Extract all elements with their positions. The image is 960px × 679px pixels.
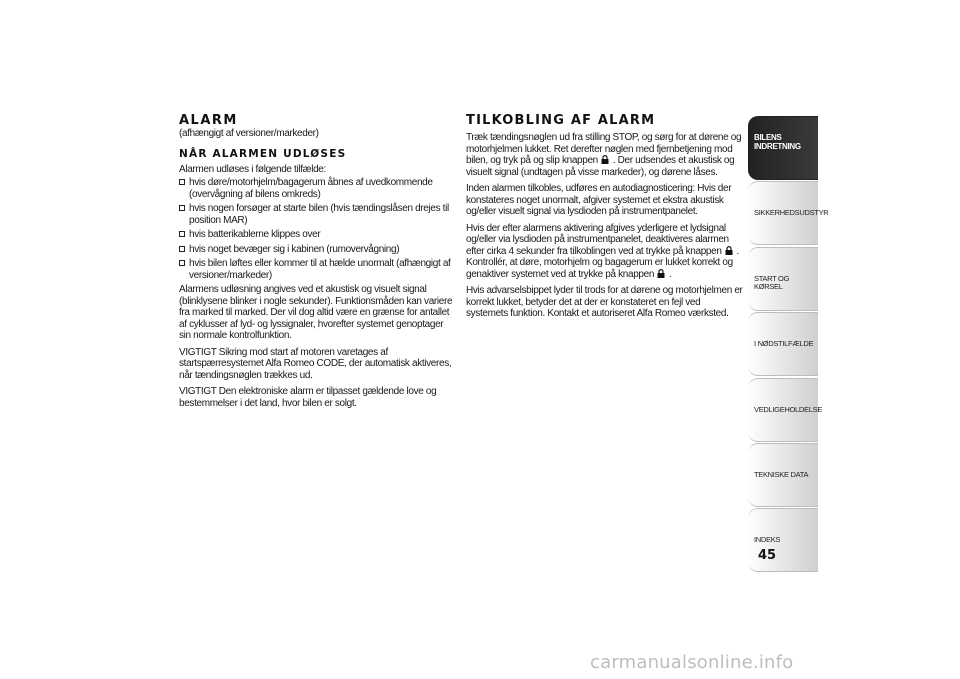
tab-label: I NØDSTILFÆLDE (754, 339, 814, 349)
trigger-list (179, 177, 457, 281)
lock-icon (725, 246, 733, 255)
list-item (179, 258, 457, 281)
paragraph-signal: Alarmens udløsning angives ved et akustisk og visuelt signal (blinklysene blinker i nogle sekunder). Funktionsmåden kan variere fra marked til marked. Der vil dog altid være en grænse for antallet af cyklusser af lyd- og lyssignaler, hvorefter systemet genoptager sin normale kontrolfunktion. (179, 284, 453, 341)
right-column (466, 113, 744, 325)
lock-icon (601, 155, 609, 164)
tab-label: SIKKERHEDSUDSTYR (754, 208, 829, 218)
list-item (179, 177, 457, 200)
list-item (179, 244, 457, 256)
tab-label: INDEKS (754, 535, 781, 545)
lock-icon (657, 269, 665, 278)
paragraph-important-code: VIGTIGT Sikring mod start af motoren varetages af startspærresystemet Alfa Romeo CODE, der automatisk aktiveres, når tændingsnøglen trækkes ud. (179, 346, 452, 381)
tab-label: START OG KØRSEL (754, 273, 790, 291)
tab-label: TEKNISKE DATA (754, 469, 809, 479)
intro-text: Alarmen udløses i følgende tilfælde: (179, 163, 326, 175)
page-number: 45 (758, 548, 777, 563)
list-item-text: hvis døre/motorhjelm/bagagerum åbnes af uvedkommende (overvågning af bilens omkreds) (189, 177, 433, 200)
tab-bilens-indretning[interactable] (748, 116, 818, 180)
tab-i-nodstilfaelde[interactable] (748, 312, 818, 376)
watermark: carmanualsonline.info (590, 652, 794, 673)
paragraph-text: Træk tændingsnøglen ud fra stilling STOP, og sørg for at dørene og motorhjelmen lukket. Ret derefter nøglen med fjernbetjening mod bilen, og tryk på og slip knappen (466, 132, 742, 166)
tab-start-og-korsel[interactable] (748, 247, 818, 311)
paragraph-text: . (668, 268, 672, 280)
checkbox-square-icon (179, 231, 185, 237)
paragraph-deactivation (466, 223, 744, 281)
paragraph-text: . Kontrollér, at døre, motorhjelm og bagagerum er lukket korrekt og genaktiver systemet ved at trykke på knappen (466, 245, 739, 280)
tab-vedligeholdelse[interactable] (748, 378, 823, 442)
list-item (179, 229, 457, 241)
subsection-title: NÅR ALARMEN UDLØSES (179, 147, 347, 160)
left-column (179, 113, 457, 414)
list-item-text: hvis bilen løftes eller kommer til at hælde unormalt (afhængigt af versioner/markeder) (189, 258, 451, 281)
tab-label: BILENS INDRETNING (754, 133, 801, 151)
paragraph-warning-beep: Hvis advarselsbippet lyder til trods for at dørene og motorhjelmen er korrekt lukket, betyder det at der er konstateret en fejl ved systemets funktion. Kontakt et autoriseret Alfa Romeo værksted. (466, 285, 743, 319)
tab-tekniske-data[interactable] (748, 443, 818, 507)
checkbox-square-icon (179, 179, 185, 185)
tab-label: VEDLIGEHOLDELSE (754, 404, 823, 414)
section-title-alarm: ALARM (179, 113, 238, 128)
subtitle: (afhængigt af versioner/markeder) (179, 128, 319, 139)
paragraph-activation (466, 132, 744, 178)
chapter-tabs (748, 116, 829, 574)
list-item (179, 203, 457, 226)
paragraph-autodiagnosis: Inden alarmen tilkobles, udføres en autodiagnosticering: Hvis der konstateres noget unormalt, afgiver systemet et ekstra akustisk og/eller visuelt signal via lysdioden på instrumentpanelet. (466, 183, 732, 217)
list-item-text: hvis nogen forsøger at starte bilen (hvis tændingslåsen drejes til position MAR) (189, 203, 449, 226)
tab-sikkerhedsudstyr[interactable] (748, 181, 829, 245)
checkbox-square-icon (179, 260, 185, 266)
list-item-text: hvis noget bevæger sig i kabinen (rumovervågning) (189, 243, 400, 255)
paragraph-text: Hvis der efter alarmens aktivering afgives yderligere et lydsignal og/eller via lysdioden på instrumentpanelet, deaktiveres alarmen efter cirka 4 sekunder fra tilkoblingen ved at trykke på knappen (466, 222, 729, 257)
checkbox-square-icon (179, 246, 185, 252)
list-item-text: hvis batterikablerne klippes over (189, 229, 321, 240)
paragraph-text: . Der udsendes et akustisk og visuelt signal (undtagen på visse markeder), og dørene låses. (466, 155, 735, 178)
section-title-tilkobling: TILKOBLING AF ALARM (466, 113, 656, 128)
paragraph-important-law: VIGTIGT Den elektroniske alarm er tilpasset gældende love og bestemmelser i det land, hvor bilen er solgt. (179, 386, 437, 409)
checkbox-square-icon (179, 205, 185, 211)
